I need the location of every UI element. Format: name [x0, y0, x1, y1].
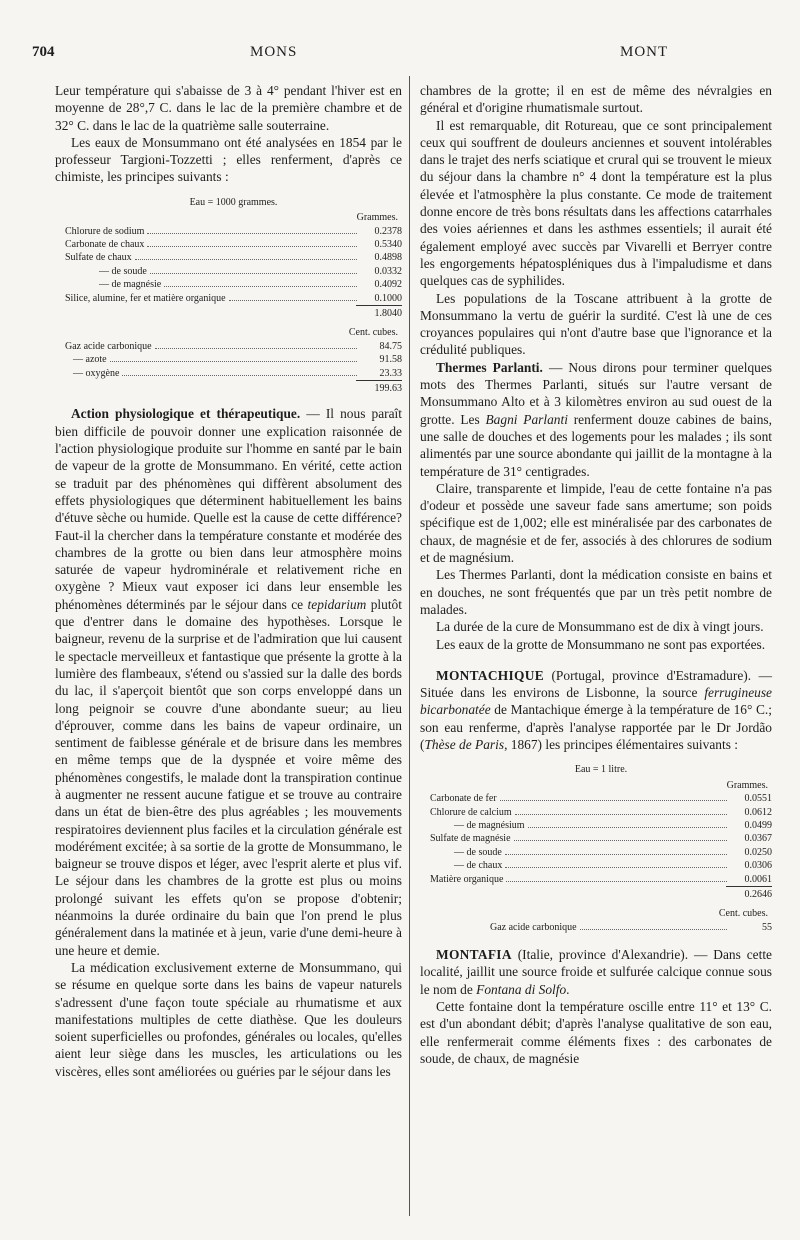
table-unit-label: Grammes. [726, 779, 768, 791]
paragraph-thermes: Thermes Parlanti. — Nous dirons pour terminer quelques mots des Thermes Parlanti, situés sur l'autre versant de Monsummano Alto et à 3 kilomètres environ au sud ouest de la grotte. Les Bagni Parlanti renferment douze cabines de bains, une salle de douches et des logements pour les malades ; ils sont alimentés par une source abondante qui jaillit de la montagne à la température de 31° centigrades. [420, 359, 772, 479]
composition-table-monsummano [65, 196, 402, 396]
gas-unit-label: Cent. cubes. [348, 327, 398, 339]
right-running-head: MONT [620, 44, 669, 60]
paragraph: Il est remarquable, dit Rotureau, que ce sont principalement ceux qui souffrent de douleurs anciennes et souvent intolérables dans le trajet des nerfs sciatique et crural qui se trouvent le mieux du séjour dans la chambre n° 4 dont la température est la plus élevée et l'atmosphère la plus constante. Ce mode de traitement donne encore de très bons résultats dans les affections catarrhales des voies aériennes et dans les asthmes essentiels; il aurait été également employé avec succès par Vivarelli et Berryer contre les engorgements hépatospléniques dus à l'impaludisme et dans quelques cas de syphilides. [420, 117, 772, 289]
table-row: Gaz acide carbonique 55 [490, 921, 772, 933]
composition-table-montachique [430, 763, 772, 934]
table-row: — de magnésie 0.4092 [99, 279, 402, 291]
table-row: — de chaux 0.0306 [454, 860, 772, 872]
table-total: 0.2646 [430, 886, 772, 901]
table-row: Gaz acide carbonique 84.75 [65, 340, 402, 352]
table-caption: Eau = 1 litre. [574, 764, 628, 776]
table-row: Chlorure de sodium 0.2378 [65, 225, 402, 237]
paragraph: Les eaux de la grotte de Monsummano ne sont pas exportées. [436, 636, 766, 652]
paragraph: Les populations de la Toscane attribuent à la grotte de Monsummano la vertu de guérir la surdité. C'est là une de ces croyances populaires qui n'ont d'autre base que l'ignorance et la crédulité publiques. [420, 290, 772, 358]
gas-unit-label: Cent. cubes. [718, 908, 768, 920]
paragraph: chambres de la grotte; il en est de même des névralgies en général et d'origine rhumatismale surtout. [420, 83, 772, 116]
table-row: Carbonate de fer 0.0551 [430, 793, 772, 805]
paragraph-action: Action physiologique et thérapeutique. — Il nous paraît bien difficile de pouvoir donner une explication raisonnée de l'action physiologique produite sur l'homme en santé par le bain de vapeur de la grotte de Monsummano. En vérité, cette action se traduit par des phénomènes qui diffèrent absolument des effets physiologiques que déterminent habituellement les bains d'étuve sèche ou humide. Quelle est la cause de cette différence? Faut-il la chercher dans la température constante et modérée des chambres de la grotte ou bien dans leur atmosphère moins saturée de vapeur hydrominérale et relativement riche en oxygène ? Mieux vaut exposer ici dans leur ensemble les phénomènes déterminés par le séjour dans ce tepidarium plutôt que d'entrer dans le domaine des hypothèses. Lorsque le baigneur, revenu de la surprise et de l'admiration que lui causent le spectacle merveilleux et fantastique que présente la grotte à la lumière des flambeaux, s'étend ou s'assied sur la dalle des bords du lac, il s'aperçoit bientôt que son corps enveloppé dans un long peignoir se couvre d'une abondante sueur; au lieu d'éprouver, comme dans les bains de vapeur ordinaire, un sentiment de faiblesse générale et de brisure dans les membres en même temps que de la dyspnée et voire même des phénomènes congestifs, le malade dont la transpiration continue à augmenter ne ressent aucune fatigue et se trouve au contraire dans un état de bien-être des plus agréables ; les mouvements respiratoires deviennent plus faciles et la circulation générale est modérément excitée; à sa sortie de la grotte de Monsummano, le baigneur se trouve dispos et léger, avec l'esprit alerte et plus vif. Le séjour dans les chambres de la grotte est plus ou moins prolongé suivant les effets qu'on se propose d'obtenir; néanmoins la durée ordinaire du bain que l'on prend le plus généralement dans la matinée et à jeun, varie d'une demi-heure à une heure et demie. [55, 406, 402, 958]
table-row: — azote 91.58 [73, 354, 402, 366]
paragraph: Les Thermes Parlanti, dont la médication consiste en bains et en douches, ne sont fréquentés que par un très petit nombre de malades. [420, 567, 772, 617]
entry-headword: MONTAFIA [436, 947, 512, 963]
table-total: 199.63 [65, 380, 402, 395]
paragraph: Cette fontaine dont la température oscille entre 11° et 13° C. est d'un abondant débit; d'après l'analyse qualitative de son eau, elle renfermerait comme éléments fixes : des carbonates de soude, de chaux, de magnésie [420, 999, 772, 1066]
section-lead: Action physiologique et thérapeutique. [71, 406, 301, 422]
table-total: 1.8040 [65, 305, 402, 320]
entry-montafia: MONTAFIA (Italie, province d'Alexandrie). — Dans cette localité, jaillit une source froide et sulfurée calcique connue sous le nom de Fontana di Solfo. [420, 947, 772, 997]
table-row: Silice, alumine, fer et matière organique 0.1000 [65, 292, 402, 304]
table-row: — de magnésium 0.0499 [454, 819, 772, 831]
column-divider [409, 76, 410, 1216]
table-caption: Eau = 1000 grammes. [189, 196, 278, 208]
entry-headword: MONTACHIQUE [436, 667, 544, 683]
table-row: — de soude 0.0332 [99, 265, 402, 277]
table-row: Sulfate de chaux 0.4898 [65, 252, 402, 264]
table-row: Chlorure de calcium 0.0612 [430, 806, 772, 818]
right-column [420, 82, 772, 1067]
section-lead: Thermes Parlanti. [436, 359, 543, 375]
table-row: Matière organique 0.0061 [430, 873, 772, 885]
entry-montachique: MONTACHIQUE (Portugal, province d'Estramadure). — Située dans les environs de Lisbonne, la source ferrugineuse bicarbonatée de Mantachique émerge à la température de 16° C.; son eau renferme, d'après l'analyse rapportée par le Dr Jordão (Thèse de Paris, 1867) les principes élémentaires suivants : [420, 667, 772, 752]
left-running-head: MONS [250, 44, 298, 60]
left-column [55, 82, 402, 1080]
table-unit-label: Grammes. [356, 212, 398, 224]
paragraph: La médication exclusivement externe de Monsummano, qui se résume en quelque sorte dans les bains de vapeur naturels s'adressent d'une façon toute spéciale au rhumatisme et aux manifestations multiples de cette diathèse. Que les douleurs soient superficielles ou profondes, générales ou locales, qu'elles aient leur siège dans les muscles, les articulations ou les viscères, elles sont améliorées ou guéries par le séjour dans les [55, 959, 402, 1079]
page-number: 704 [32, 44, 55, 60]
table-row: — de soude 0.0250 [454, 846, 772, 858]
paragraph: Les eaux de Monsummano ont été analysées en 1854 par le professeur Targioni-Tozzetti ; elles renferment, d'après ce chimiste, les principes suivants : [55, 134, 402, 185]
table-row: Carbonate de chaux 0.5340 [65, 239, 402, 250]
paragraph: Claire, transparente et limpide, l'eau de cette fontaine n'a pas d'odeur et possède une saveur fade sans amertume; son poids spécifique est de 1,002; elle est minéralisée par des carbonates de chaux, de magnésie et de fer, associés à des chlorures de sodium et de magnésium. [420, 480, 772, 566]
paragraph: La durée de la cure de Monsummano est de dix à vingt jours. [436, 619, 764, 635]
page-header [32, 44, 772, 68]
table-row: — oxygène 23.33 [73, 367, 402, 379]
paragraph: Leur température qui s'abaisse de 3 à 4° pendant l'hiver est en moyenne de 28°,7 C. dans le lac de la première chambre et de 32° C. dans le lac de la quatrième salle souterraine. [55, 83, 402, 133]
table-row: Sulfate de magnésie 0.0367 [430, 833, 772, 845]
